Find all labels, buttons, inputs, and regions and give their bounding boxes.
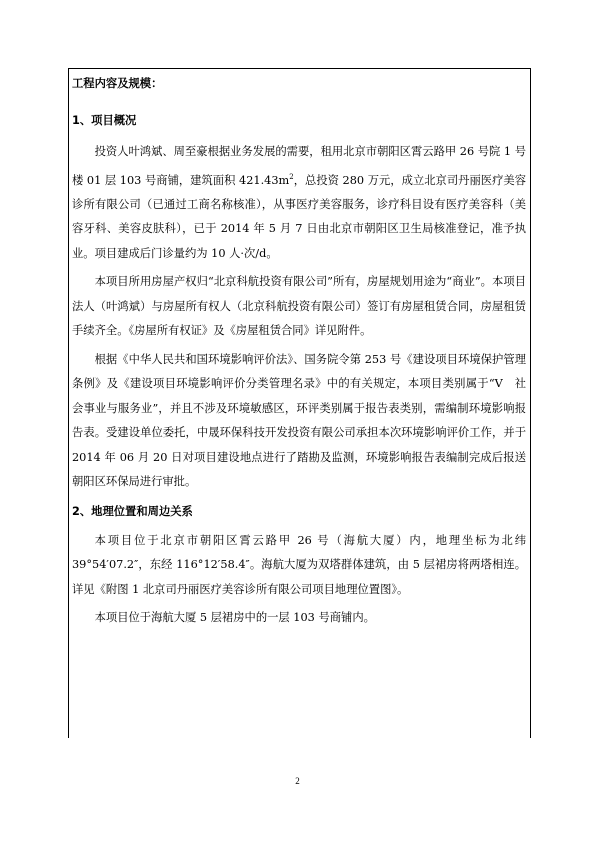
document-content [72, 76, 526, 631]
section-2-title: 2、地理位置和周边关系 [72, 504, 193, 518]
section-1-paragraph-2: 本项目所用房屋产权归“北京科航投资有限公司”所有，房屋规划用途为“商业”。本项目法人（叶鸿斌）与房屋所有权人（北京科航投资有限公司）签订有房屋租赁合同，房屋租赁手续齐全。《房屋所有权证》及《房屋租赁合同》详见附件。 [72, 275, 526, 338]
section-1-paragraph-1-text-b: ，总投资 280 万元，成立北京司丹丽医疗美容诊所有限公司（已通过工商名称核准），从事医疗美容服务，诊疗科目设有医疗美容科（美容牙科、美容皮肤科），已于 2014 年 5 月 7 日由北京市朝阳区卫生局核准登记，准予执业。项目建成后门诊量约为 10 人·次/d。 [72, 173, 526, 260]
area-unit-superscript: 2 [289, 172, 294, 181]
section-2-paragraph-1: 本项目位于北京市朝阳区霄云路甲 26 号（海航大厦）内，地理坐标为北纬 39°54′07.2″，东经 116°12′58.4″。海航大厦为双塔群体建筑，由 5 层裙房将两塔相连。详见《附图 1 北京司丹丽医疗美容诊所有限公司项目地理位置图》。 [72, 533, 526, 596]
section-1-paragraph-1 [72, 140, 526, 266]
section-1-paragraph-3: 根据《中华人民共和国环境影响评价法》、国务院令第 253 号《建设项目环境保护管理条例》及《建设项目环境影响评价分类管理名录》中的有关规定，本项目类别属于“V 社会事业与服务业”，并且不涉及环境敏感区，环评类别属于报告表类别，需编制环境影响报告表。受建设单位委托，中晟环保科技开发投资有限公司承担本次环境影响评价工作，并于 2014 年 06 月 20 日对项目建设地点进行了踏勘及监测，环境影响报告表编制完成后报送朝阳区环保局进行审批。 [72, 352, 526, 489]
section-1-paragraph-1-text-a: 投资人叶鸿斌、周至豪根据业务发展的需要，租用北京市朝阳区霄云路甲 26 号院 1 号楼 01 层 103 号商铺，建筑面积 421.43m [72, 145, 526, 187]
section-2-paragraph-2: 本项目位于海航大厦 5 层裙房中的一层 103 号商铺内。 [94, 611, 375, 625]
main-title: 工程内容及规模： [72, 77, 163, 90]
page-number: 2 [295, 776, 300, 786]
section-1-title: 1、项目概况 [72, 114, 137, 127]
